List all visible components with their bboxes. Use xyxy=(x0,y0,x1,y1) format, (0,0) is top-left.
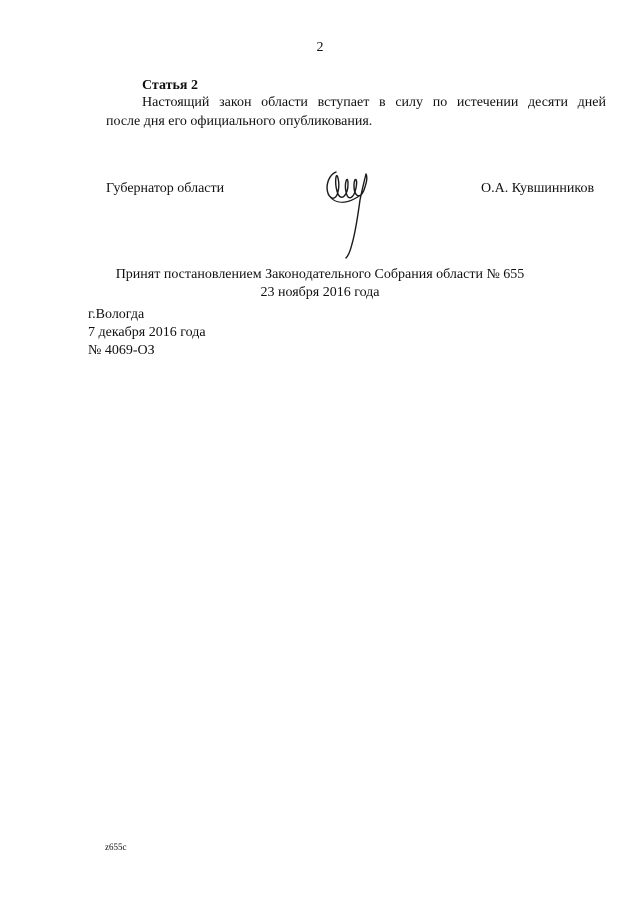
signature-icon xyxy=(322,164,378,260)
article-text-line-2: после дня его официального опубликования. xyxy=(106,114,373,129)
place-of-signing: г.Вологда xyxy=(88,307,145,322)
article-body xyxy=(106,93,606,131)
governor-name: О.А. Кувшинников xyxy=(481,181,595,196)
law-number: № 4069-ОЗ xyxy=(88,343,155,358)
adoption-statement: Принят постановлением Законодательного Собрания области № 655 xyxy=(115,267,525,282)
page-number: 2 xyxy=(316,40,324,55)
article-text-line-1: Настоящий закон области вступает в силу по истечении десяти дней xyxy=(142,95,606,110)
footer-code: z655c xyxy=(105,842,127,852)
adoption-date: 23 ноября 2016 года xyxy=(260,285,380,300)
governor-title: Губернатор области xyxy=(106,181,225,196)
signing-date: 7 декабря 2016 года xyxy=(88,325,206,340)
article-title: Статья 2 xyxy=(142,78,198,93)
